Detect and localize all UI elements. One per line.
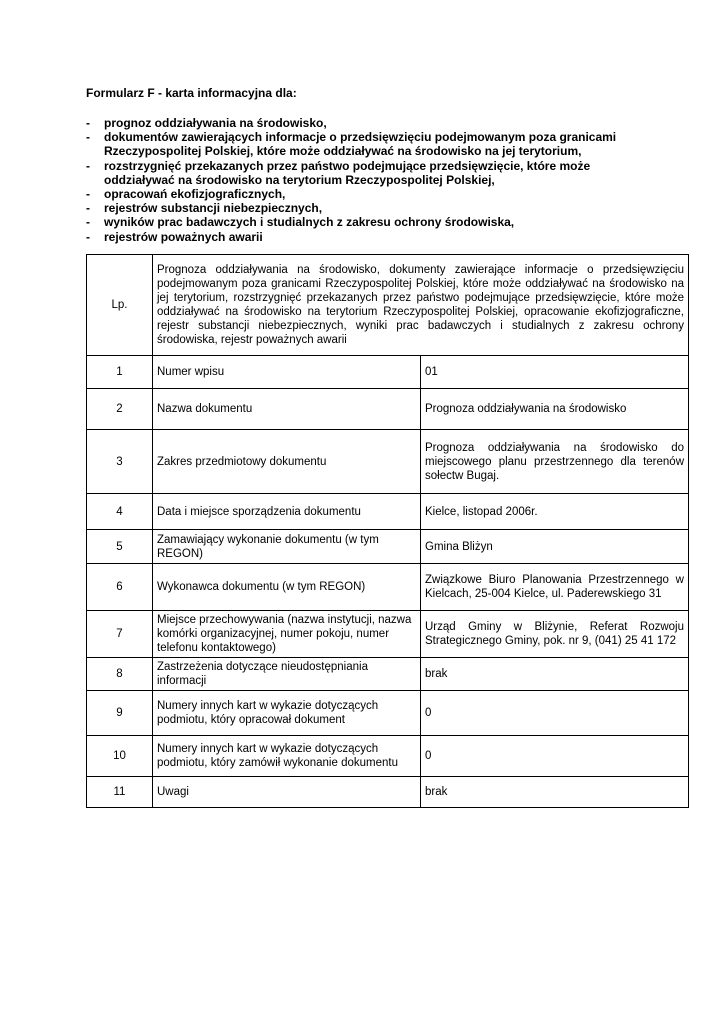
table-row [87, 564, 689, 611]
description-header: Prognoza oddziaływania na środowisko, dokumenty zawierające informacje o przedsięwzięciu podejmowanym poza granicami Rzeczypospolitej Polskiej, które może oddziaływać na środowisko na jej terytorium, rozstrzygnięć przekazanych przez państwo podejmujące przedsięwzięcie, które może oddziaływać na środowisko na terytorium Rzeczypospolitej Polskiej, opracowanie ekofizjograficzne, rejestr substancji niebezpiecznych, wyniki prac badawczych i studialnych z zakresu ochrony środowiska, rejestr poważnych awarii [153, 255, 689, 356]
row-value: 0 [421, 691, 689, 736]
row-label: Zastrzeżenia dotyczące nieudostępniania informacji [153, 658, 421, 691]
table-row [87, 430, 689, 494]
table-row [87, 611, 689, 658]
table-row [87, 389, 689, 430]
row-label: Uwagi [153, 777, 421, 808]
table-row [87, 736, 689, 777]
row-number: 9 [87, 691, 153, 736]
table-header-row [87, 255, 689, 356]
document-type-list [86, 116, 646, 244]
row-label: Miejsce przechowywania (nazwa instytucji, nazwa komórki organizacyjnej, numer pokoju, numer telefonu kontaktowego) [153, 611, 421, 658]
row-number: 10 [87, 736, 153, 777]
row-value: Kielce, listopad 2006r. [421, 494, 689, 530]
row-number: 3 [87, 430, 153, 494]
list-item: - prognoz oddziaływania na środowisko, [86, 116, 327, 130]
row-value: Urząd Gminy w Bliżynie, Referat Rozwoju Strategicznego Gminy, pok. nr 9, (041) 25 41 172 [421, 611, 689, 658]
row-value: Prognoza oddziaływania na środowisko do miejscowego planu przestrzennego dla terenów sołectw Bugaj. [421, 430, 689, 494]
row-label: Zamawiający wykonanie dokumentu (w tym REGON) [153, 530, 421, 564]
list-item: - dokumentów zawierających informacje o przedsięwzięciu podejmowanym poza granicami Rzeczypospolitej Polskiej, które może oddziaływać na środowisko na jej terytorium, [86, 130, 617, 159]
form-title: Formularz F - karta informacyjna dla: [86, 86, 297, 100]
row-value: Związkowe Biuro Planowania Przestrzennego w Kielcach, 25-004 Kielce, ul. Paderewskiego 31 [421, 564, 689, 611]
table-row [87, 777, 689, 808]
row-number: 8 [87, 658, 153, 691]
row-number: 5 [87, 530, 153, 564]
list-item: - rejestrów substancji niebezpiecznych, [86, 201, 323, 216]
row-label: Data i miejsce sporządzenia dokumentu [153, 494, 421, 530]
table-row [87, 530, 689, 564]
row-label: Numer wpisu [153, 356, 421, 389]
row-label: Numery innych kart w wykazie dotyczących podmiotu, który opracował dokument [153, 691, 421, 736]
row-value: brak [421, 658, 689, 691]
row-label: Wykonawca dokumentu (w tym REGON) [153, 564, 421, 611]
row-number: 6 [87, 564, 153, 611]
row-number: 7 [87, 611, 153, 658]
list-item: - opracowań ekofizjograficznych, [86, 187, 286, 202]
row-number: 4 [87, 494, 153, 530]
row-value: Prognoza oddziaływania na środowisko [421, 389, 689, 430]
row-value: brak [421, 777, 689, 808]
row-label: Numery innych kart w wykazie dotyczących podmiotu, który zamówił wykonanie dokumentu [153, 736, 421, 777]
row-value: 0 [421, 736, 689, 777]
row-value: Gmina Bliżyn [421, 530, 689, 564]
table-row [87, 658, 689, 691]
information-card-table [86, 254, 689, 808]
row-number: 2 [87, 389, 153, 430]
list-item: - rejestrów poważnych awarii [86, 229, 263, 244]
row-value: 01 [421, 356, 689, 389]
row-number: 11 [87, 777, 153, 808]
table-row [87, 494, 689, 530]
list-item: - wyników prac badawczych i studialnych z zakresu ochrony środowiska, [86, 215, 515, 230]
table-row [87, 356, 689, 389]
table-row [87, 691, 689, 736]
list-item: - rozstrzygnięć przekazanych przez państwo podejmujące przedsięwzięcie, które może oddziaływać na środowisko na terytorium Rzeczypospolitej Polskiej, [86, 158, 591, 187]
row-label: Nazwa dokumentu [153, 389, 421, 430]
row-label: Zakres przedmiotowy dokumentu [153, 430, 421, 494]
row-number: 1 [87, 356, 153, 389]
lp-header: Lp. [87, 255, 153, 356]
